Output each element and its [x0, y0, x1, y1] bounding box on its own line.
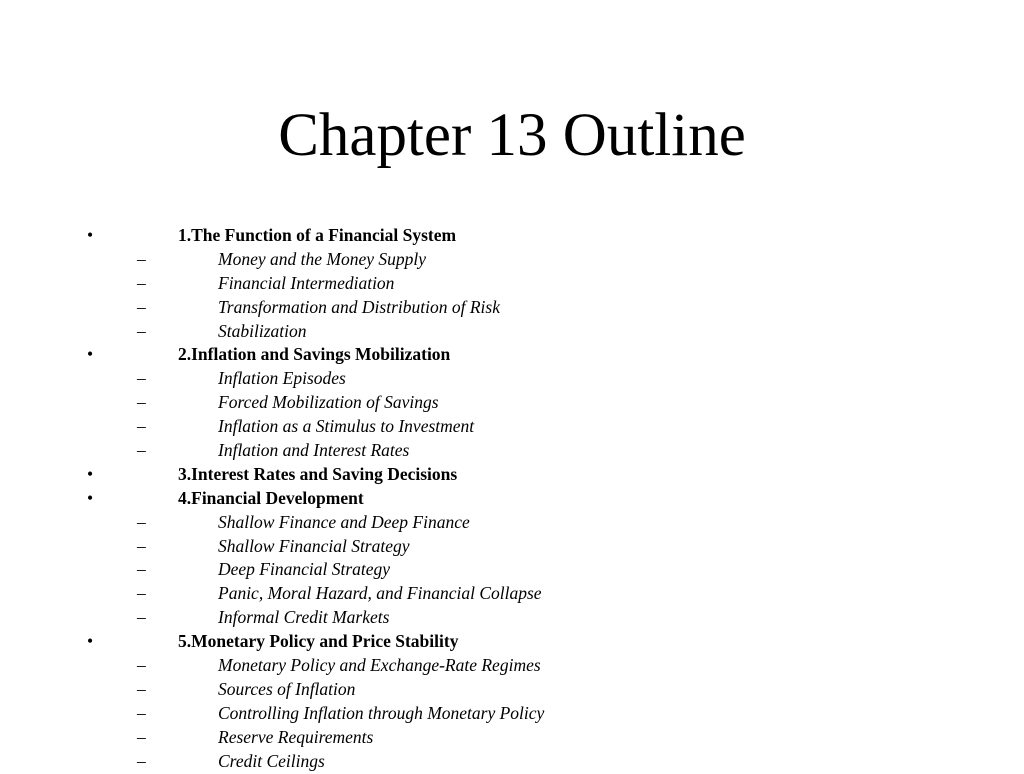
outline-section: [0, 630, 1024, 654]
outline-subitem: [0, 415, 1024, 439]
dash-marker: –: [137, 607, 146, 628]
outline-subitem: [0, 702, 1024, 726]
dash-marker: –: [137, 511, 146, 532]
outline-section: [0, 487, 1024, 511]
outline-subitem: [0, 439, 1024, 463]
section-heading: 5.Monetary Policy and Price Stability: [178, 631, 459, 652]
subitem-label: Forced Mobilization of Savings: [218, 392, 439, 413]
outline-subitem: [0, 320, 1024, 344]
dash-marker: –: [137, 750, 146, 771]
dash-marker: –: [137, 296, 146, 317]
subitem-label: Deep Financial Strategy: [218, 559, 391, 580]
subitem-label: Informal Credit Markets: [218, 607, 390, 628]
outline-subitem: [0, 654, 1024, 678]
subitem-label: Credit Ceilings: [218, 750, 325, 771]
subitem-label: Sources of Inflation: [218, 678, 356, 699]
dash-marker: –: [137, 583, 146, 604]
outline-subitem: [0, 582, 1024, 606]
section-heading: 4.Financial Development: [178, 487, 364, 508]
subitem-label: Inflation Episodes: [218, 368, 346, 389]
subitem-label: Monetary Policy and Exchange-Rate Regimes: [218, 655, 541, 676]
outline-subitem: [0, 678, 1024, 702]
dash-marker: –: [137, 272, 146, 293]
outline-list: [0, 224, 1024, 773]
subitem-label: Inflation and Interest Rates: [218, 440, 410, 461]
outline-section: [0, 463, 1024, 487]
bullet-marker: •: [87, 463, 94, 484]
dash-marker: –: [137, 655, 146, 676]
dash-marker: –: [137, 368, 146, 389]
dash-marker: –: [137, 535, 146, 556]
section-heading: 3.Interest Rates and Saving Decisions: [178, 463, 458, 484]
outline-subitem: [0, 606, 1024, 630]
subitem-label: Financial Intermediation: [218, 272, 395, 293]
dash-marker: –: [137, 248, 146, 269]
subitem-label: Panic, Moral Hazard, and Financial Collapse: [218, 583, 542, 604]
bullet-marker: •: [87, 631, 94, 652]
dash-marker: –: [137, 559, 146, 580]
bullet-marker: •: [87, 344, 94, 365]
subitem-label: Reserve Requirements: [218, 726, 374, 747]
subitem-label: Transformation and Distribution of Risk: [218, 296, 500, 317]
section-heading: 2.Inflation and Savings Mobilization: [178, 344, 451, 365]
outline-subitem: [0, 726, 1024, 750]
dash-marker: –: [137, 726, 146, 747]
outline-subitem: [0, 296, 1024, 320]
outline-subitem: [0, 511, 1024, 535]
subitem-label: Controlling Inflation through Monetary Policy: [218, 702, 545, 723]
outline-subitem: [0, 367, 1024, 391]
bullet-marker: •: [87, 487, 94, 508]
section-heading: 1.The Function of a Financial System: [178, 225, 457, 245]
outline-subitem: [0, 535, 1024, 559]
dash-marker: –: [137, 416, 146, 437]
bullet-marker: •: [87, 225, 94, 245]
outline-subitem: [0, 558, 1024, 582]
outline-section: [0, 224, 1024, 248]
outline-subitem: [0, 391, 1024, 415]
dash-marker: –: [137, 320, 146, 341]
subitem-label: Shallow Finance and Deep Finance: [218, 511, 470, 532]
dash-marker: –: [137, 678, 146, 699]
dash-marker: –: [137, 392, 146, 413]
subitem-label: Inflation as a Stimulus to Investment: [218, 416, 475, 437]
subitem-label: Money and the Money Supply: [218, 248, 426, 269]
dash-marker: –: [137, 440, 146, 461]
subitem-label: Shallow Financial Strategy: [218, 535, 410, 556]
slide-title: Chapter 13 Outline: [278, 102, 746, 169]
subitem-label: Stabilization: [218, 320, 307, 341]
outline-subitem: [0, 750, 1024, 774]
dash-marker: –: [137, 702, 146, 723]
outline-subitem: [0, 248, 1024, 272]
outline-subitem: [0, 272, 1024, 296]
outline-section: [0, 343, 1024, 367]
